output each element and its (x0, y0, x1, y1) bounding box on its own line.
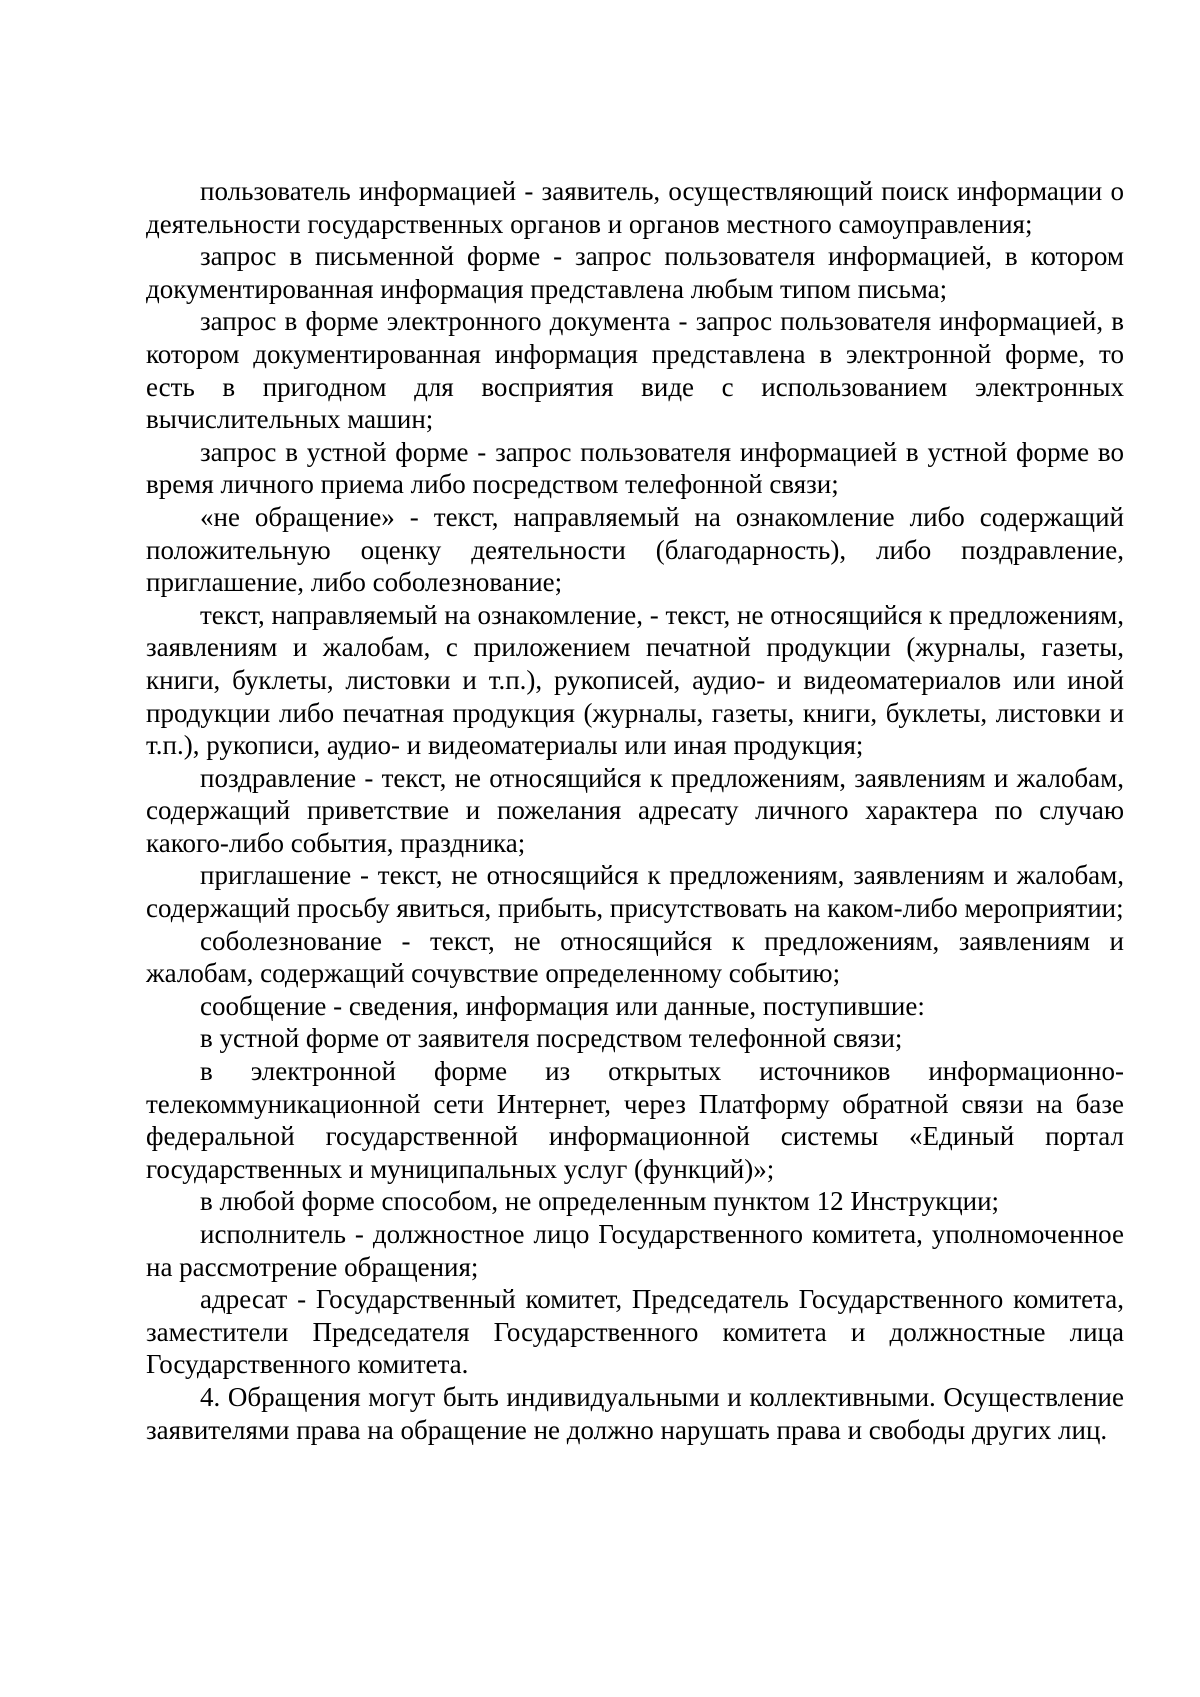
paragraph-message-electronic: в электронной форме из открытых источников информационно-телекоммуникационной сети Интернет, через Платформу обратной связи на базе федеральной государственной информационной системы «Единый портал государственных и муниципальных услуг (функций)»; (146, 1056, 1124, 1184)
paragraph-message-oral: в устной форме от заявителя посредством телефонной связи; (200, 1023, 903, 1054)
paragraph-oral-request: запрос в устной форме - запрос пользователя информацией в устной форме во время личного приема либо посредством телефонной связи; (146, 436, 1124, 500)
paragraph-electronic-request: запрос в форме электронного документа - запрос пользователя информацией, в котором документированная информация представлена в электронной форме, то есть в пригодном для восприятия виде с использованием электронных вычислительных машин; (146, 306, 1124, 435)
paragraph-addressee: адресат - Государственный комитет, Председатель Государственного комитета, заместители Председателя Государственного комитета и должностные лица Государственного комитета. (146, 1284, 1124, 1380)
paragraph-congratulation: поздравление - текст, не относящийся к предложениям, заявлениям и жалобам, содержащий приветствие и пожелания адресату личного характера по случаю какого-либо события, праздника; (146, 762, 1124, 858)
paragraph-condolence: соболезнование - текст, не относящийся к предложениям, заявлениям и жалобам, содержащий сочувствие определенному событию; (146, 925, 1124, 989)
paragraph-user-of-information: пользователь информацией - заявитель, осуществляющий поиск информации о деятельности государственных органов и органов местного самоуправления; (146, 176, 1124, 239)
paragraph-invitation: приглашение - текст, не относящийся к предложениям, заявлениям и жалобам, содержащий просьбу явиться, прибыть, присутствовать на каком-либо мероприятии; (146, 860, 1124, 924)
document-body (146, 175, 1124, 1446)
paragraph-written-request: запрос в письменной форме - запрос пользователя информацией, в котором документированная информация представлена любым типом письма; (146, 241, 1124, 304)
paragraph-executor: исполнитель - должностное лицо Государственного комитета, уполномоченное на рассмотрение обращения; (146, 1219, 1124, 1282)
paragraph-text-for-review: текст, направляемый на ознакомление, - текст, не относящийся к предложениям, заявлениям и жалобам, с приложением печатной продукции (журналы, газеты, книги, буклеты, листовки и т.п.), рукописей, аудио- и видеоматериалов или иной продукции либо печатная продукция (журналы, газеты, книги, буклеты, листовки и т.п.), рукописи, аудио- и видеоматериалы или иная продукция; (146, 599, 1124, 761)
paragraph-not-appeal: «не обращение» - текст, направляемый на ознакомление либо содержащий положительную оценку деятельности (благодарность), либо поздравление, приглашение, либо соболезнование; (146, 501, 1124, 598)
paragraph-clause-4: 4. Обращения могут быть индивидуальными и коллективными. Осуществление заявителями права на обращение не должно нарушать права и свободы других лиц. (146, 1381, 1124, 1445)
paragraph-message: сообщение - сведения, информация или данные, поступившие: (200, 990, 925, 1021)
paragraph-message-other: в любой форме способом, не определенным пунктом 12 Инструкции; (200, 1186, 1000, 1217)
